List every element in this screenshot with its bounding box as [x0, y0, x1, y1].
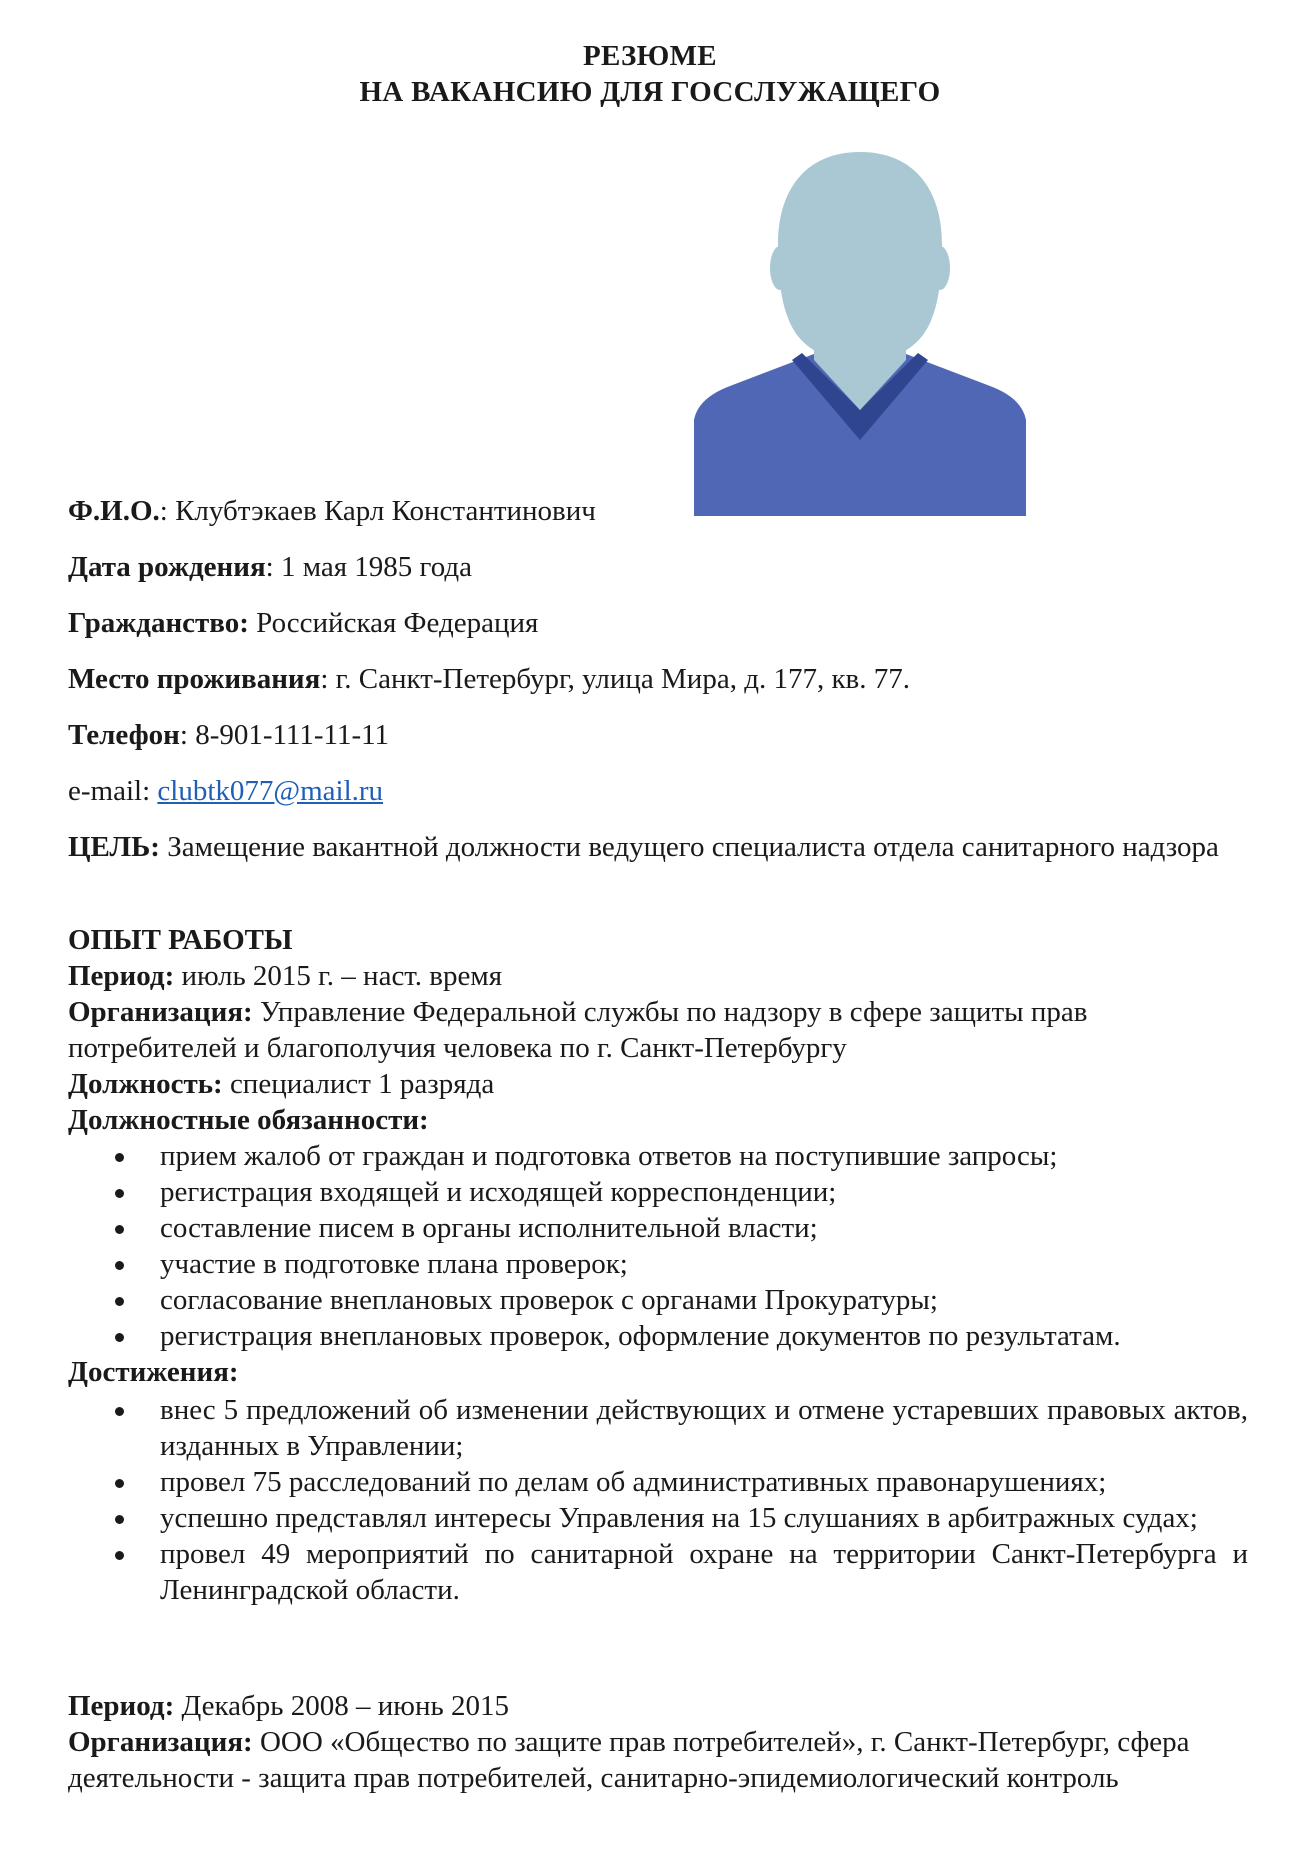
job2-org-label: Организация:	[68, 1726, 253, 1758]
job2-org-value: ООО «Общество по защите прав потребителей», г. Санкт-Петербург, сфера деятельности - защита прав потребителей, санитарно-эпидемиологический контроль	[68, 1726, 1190, 1794]
list-item: успешно представлял интересы Управления на 15 слушаниях в арбитражных судах;	[68, 1500, 1248, 1536]
person-silhouette-icon	[684, 148, 1036, 516]
phone-label: Телефон	[68, 719, 180, 751]
document-title: РЕЗЮМЕ	[583, 40, 717, 72]
list-item: регистрация внеплановых проверок, оформление документов по результатам.	[68, 1318, 1248, 1354]
birth-line	[68, 549, 1248, 585]
job1-org-label: Организация:	[68, 996, 253, 1028]
goal-text: Замещение вакантной должности ведущего специалиста отдела санитарного надзора	[159, 831, 1219, 863]
list-item: согласование внеплановых проверок с органами Прокуратуры;	[68, 1282, 1248, 1318]
achievements-list	[68, 1392, 1248, 1608]
list-item: внес 5 предложений об изменении действующих и отмене устаревших правовых актов, изданных в Управлении;	[68, 1392, 1248, 1464]
citizenship-label: Гражданство:	[68, 607, 249, 639]
list-item: регистрация входящей и исходящей корреспонденции;	[68, 1174, 1248, 1210]
birth-label: Дата рождения	[68, 551, 266, 583]
list-item: прием жалоб от граждан и подготовка ответов на поступившие запросы;	[68, 1138, 1248, 1174]
job1-period	[68, 958, 1248, 994]
residence-value: : г. Санкт-Петербург, улица Мира, д. 177, кв. 77.	[320, 663, 910, 695]
job1-organization	[68, 994, 1248, 1066]
avatar-ear-right	[930, 246, 950, 290]
list-item: провел 75 расследований по делам об административных правонарушениях;	[68, 1464, 1248, 1500]
job1-period-label: Период:	[68, 960, 175, 992]
residence-line	[68, 661, 1248, 697]
list-item: участие в подготовке плана проверок;	[68, 1246, 1248, 1282]
residence-label: Место проживания	[68, 663, 321, 695]
avatar-ear-left	[770, 246, 790, 290]
birth-value: : 1 мая 1985 года	[265, 551, 473, 583]
fio-label: Ф.И.О.	[68, 495, 160, 527]
job1-duties-label: Должностные обязанности:	[68, 1104, 429, 1136]
job1-position-label: Должность:	[68, 1068, 223, 1100]
email-line	[68, 773, 1248, 809]
citizenship-line	[68, 605, 1248, 641]
phone-value: : 8-901-111-11-11	[179, 719, 390, 751]
job2-period-label: Период:	[68, 1690, 175, 1722]
list-item: провел 49 мероприятий по санитарной охране на территории Санкт-Петербурга и Ленинградской области.	[68, 1536, 1248, 1608]
phone-line	[68, 717, 1248, 753]
job1-achievements-label: Достижения:	[68, 1356, 239, 1388]
avatar-head	[778, 152, 942, 362]
duties-list	[68, 1138, 1248, 1354]
goal-paragraph	[68, 829, 1248, 865]
email-label: e-mail:	[68, 775, 158, 807]
job1-position	[68, 1066, 1248, 1102]
citizenship-value: Российская Федерация	[248, 607, 539, 639]
job2-organization	[68, 1724, 1248, 1796]
fio-line	[68, 493, 1248, 529]
list-item: составление писем в органы исполнительной власти;	[68, 1210, 1248, 1246]
email-link[interactable]: clubtk077@mail.ru	[157, 775, 384, 807]
fio-value: : Клубтэкаев Карл Константинович	[159, 495, 596, 527]
job2-period-value: Декабрь 2008 – июнь 2015	[174, 1690, 509, 1722]
job1-org-value: Управление Федеральной службы по надзору в сфере защиты прав потребителей и благополучия человека по г. Санкт-Петербургу	[68, 996, 1088, 1064]
goal-label: ЦЕЛЬ:	[68, 831, 160, 863]
document-subtitle: НА ВАКАНСИЮ ДЛЯ ГОССЛУЖАЩЕГО	[359, 76, 941, 108]
experience-heading: ОПЫТ РАБОТЫ	[68, 924, 293, 956]
job1-position-value: специалист 1 разряда	[222, 1068, 495, 1100]
job2-period	[68, 1688, 1248, 1724]
job1-period-value: июль 2015 г. – наст. время	[174, 960, 503, 992]
